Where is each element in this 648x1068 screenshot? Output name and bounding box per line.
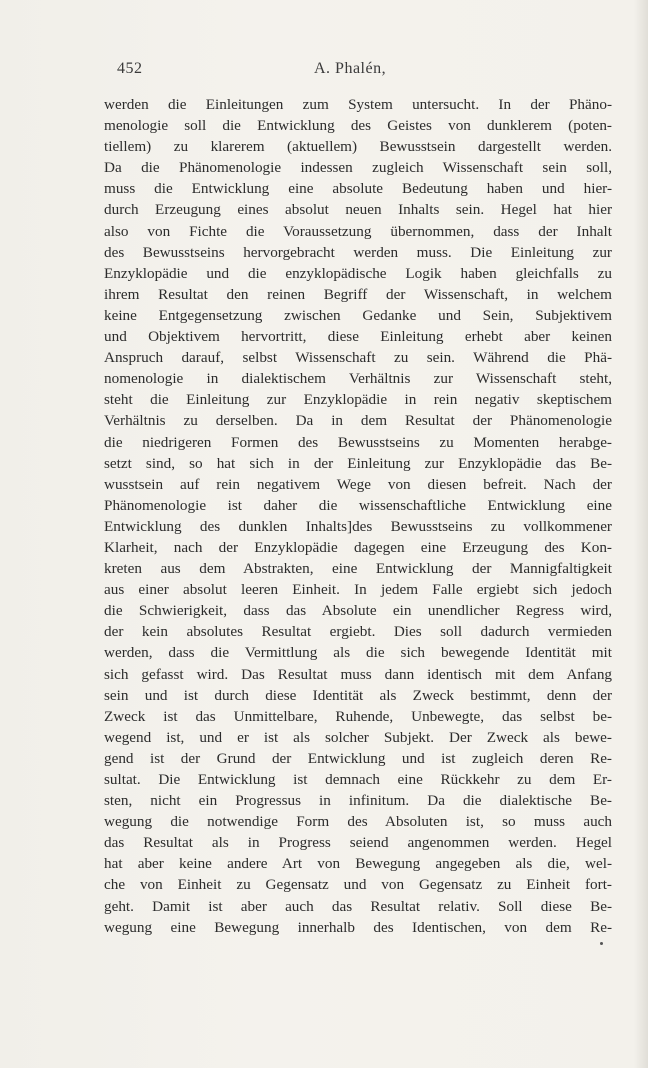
text-line: hat aber keine andere Art von Bewegung angegeben als die, wel- [104,855,612,873]
text-line: Entwicklung des dunklen Inhalts]des Bewusstseins zu vollkommener [104,517,612,535]
text-line: menologie soll die Entwicklung des Geistes von dunklerem (poten- [104,117,612,135]
text-line: und Objektivem hervortritt, diese Einleitung erhebt aber keinen [104,328,612,346]
text-line: sultat. Die Entwicklung ist demnach eine Rückkehr zu dem Er- [104,771,612,788]
text-line: steht die Einleitung zur Enzyklopädie in rein negativ skeptischem [104,391,612,409]
text-line: che von Einheit zu Gegensatz und von Gegensatz zu Einheit fort- [104,876,612,894]
text-line: Da die Phänomenologie indessen zugleich Wissenschaft sein soll, [104,159,612,177]
text-line: also von Fichte die Voraussetzung übernommen, dass der Inhalt [104,222,612,240]
text-line: die niedrigeren Formen des Bewusstseins zu Momenten herabge- [104,433,612,451]
text-line: Anspruch darauf, selbst Wissenschaft zu sein. Während die Phä- [104,349,612,367]
text-line: des Bewusstseins hervorgebracht werden muss. Die Einleitung zur [104,243,612,261]
ink-speck [600,942,603,945]
text-line: die Schwierigkeit, dass das Absolute ein unendlicher Regress wird, [104,602,612,620]
text-line: nomenologie in dialektischem Verhältnis zur Wissenschaft steht, [104,370,612,388]
body-text [104,94,612,938]
text-line: sich gefasst wird. Das Resultat muss dann identisch mit dem Anfang [104,665,612,683]
page-edge-shadow [634,0,648,1068]
text-line: keine Entgegensetzung zwischen Gedanke und Sein, Subjektivem [104,306,612,324]
text-line: Zweck ist das Unmittelbare, Ruhende, Unbewegte, das selbst be- [104,707,612,725]
text-line: wegung die notwendige Form des Absoluten ist, so muss auch [104,813,612,831]
running-head: A. Phalén, [314,60,387,77]
text-line: wegend ist, und er ist als solcher Subjekt. Der Zweck als bewe- [104,728,612,746]
text-line: ihrem Resultat den reinen Begriff der Wissenschaft, in welchem [104,285,612,303]
text-line: sein und ist durch diese Identität als Zweck bestimmt, denn der [104,686,612,704]
text-line: muss die Entwicklung eine absolute Bedeutung haben und hier- [104,180,612,198]
text-line: werden, dass die Vermittlung als die sich bewegende Identität mit [104,644,612,662]
text-line: das Resultat als in Progress seiend angenommen werden. Hegel [104,834,612,852]
text-line: der kein absolutes Resultat ergiebt. Dies soll dadurch vermieden [104,623,612,641]
text-line: Klarheit, nach der Enzyklopädie dagegen eine Erzeugung des Kon- [104,538,612,556]
page-header [106,58,612,82]
text-line: Verhältnis zu derselben. Da in dem Resultat der Phänomenologie [104,412,612,430]
text-line: sten, nicht ein Progressus in infinitum. Da die dialektische Be- [104,792,612,810]
text-line: tiellem) zu klarerem (aktuellem) Bewusstsein dargestellt werden. [104,138,612,156]
text-line: Phänomenologie ist daher die wissenschaftliche Entwicklung eine [104,496,612,514]
text-line: kreten aus dem Abstrakten, eine Entwicklung der Mannigfaltigkeit [104,560,612,578]
text-line: gend ist der Grund der Entwicklung und ist zugleich deren Re- [104,749,612,767]
text-line: werden die Einleitungen zum System untersucht. In der Phäno- [104,96,612,113]
text-line: Enzyklopädie und die enzyklopädische Logik haben gleichfalls zu [104,264,612,282]
text-line: durch Erzeugung eines absolut neuen Inhalts sein. Hegel hat hier [104,201,612,219]
text-line: wusstsein auf rein negativem Wege von diesen befreit. Nach der [104,475,612,493]
text-line: geht. Damit ist aber auch das Resultat relativ. Soll diese Be- [104,897,612,915]
page-number: 452 [117,60,143,77]
text-line: wegung eine Bewegung innerhalb des Identischen, von dem Re- [104,918,612,936]
text-line: aus einer absolut leeren Einheit. In jedem Falle ergiebt sich jedoch [104,581,612,599]
text-line: setzt sind, so hat sich in der Einleitung zur Enzyklopädie das Be- [104,454,612,472]
